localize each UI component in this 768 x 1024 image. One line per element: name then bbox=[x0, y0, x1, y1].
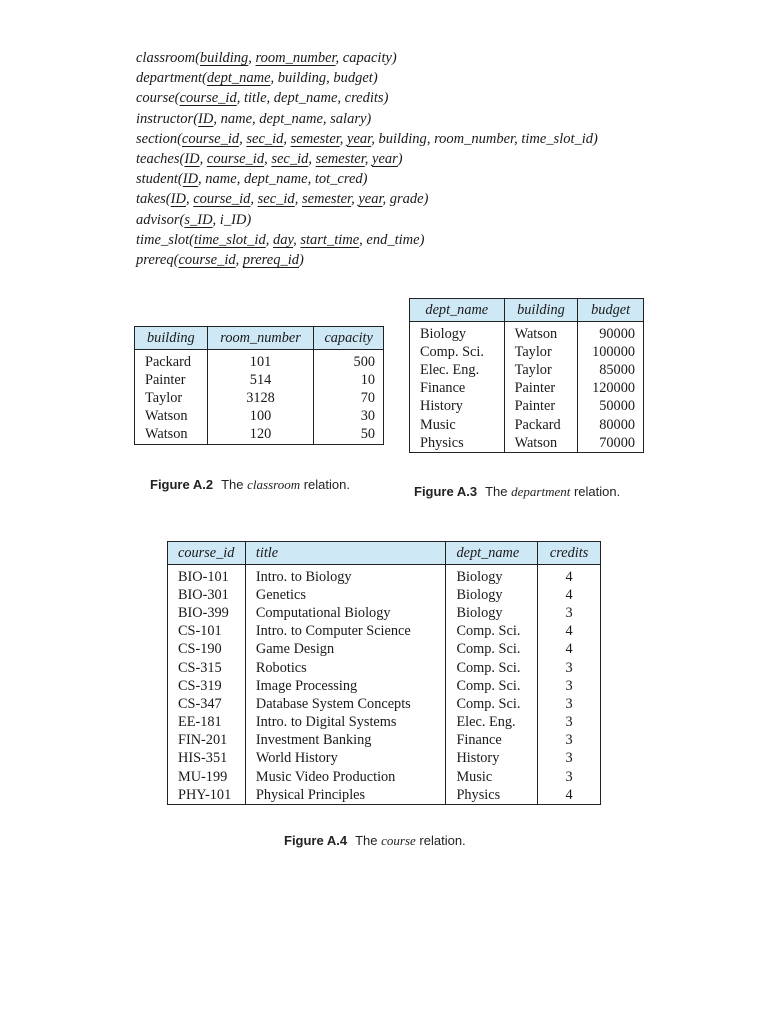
table-cell: Finance bbox=[410, 380, 505, 398]
table-cell: Taylor bbox=[504, 343, 578, 361]
table-row bbox=[168, 750, 601, 768]
classroom-table bbox=[134, 326, 384, 445]
table-cell: Biology bbox=[410, 325, 505, 343]
table-cell: Physics bbox=[410, 434, 505, 453]
table-cell: 4 bbox=[538, 641, 601, 659]
column-header: building bbox=[504, 299, 578, 322]
caption-text: The bbox=[221, 477, 244, 492]
table-cell: 500 bbox=[314, 353, 384, 371]
table-cell: Painter bbox=[504, 380, 578, 398]
table-cell: Biology bbox=[446, 568, 538, 586]
table-cell: Robotics bbox=[245, 659, 446, 677]
table-cell: 100000 bbox=[578, 343, 644, 361]
column-header: capacity bbox=[314, 327, 384, 350]
table-cell: BIO-301 bbox=[168, 586, 246, 604]
table-cell: Watson bbox=[504, 325, 578, 343]
attribute: budget bbox=[333, 70, 373, 87]
column-header: course_id bbox=[168, 542, 246, 565]
relation-name: prereq bbox=[136, 252, 174, 269]
relation-name: time_slot bbox=[136, 231, 190, 248]
attribute: end_time bbox=[366, 231, 420, 248]
table-cell: Biology bbox=[446, 586, 538, 604]
table-cell: Taylor bbox=[504, 361, 578, 379]
primary-key-attribute: dept_name bbox=[206, 70, 271, 87]
column-header: dept_name bbox=[410, 299, 505, 322]
attribute: capacity bbox=[342, 50, 392, 66]
primary-key-attribute: course_id bbox=[181, 130, 240, 147]
table-cell: 3 bbox=[538, 695, 601, 713]
table-header-row bbox=[410, 299, 644, 322]
table-row bbox=[135, 371, 384, 389]
table-cell: Elec. Eng. bbox=[410, 361, 505, 379]
table-cell: 70000 bbox=[578, 434, 644, 453]
table-header-row bbox=[135, 327, 384, 350]
table-cell: Comp. Sci. bbox=[410, 343, 505, 361]
attribute: name bbox=[205, 171, 237, 188]
table-cell: FIN-201 bbox=[168, 732, 246, 750]
caption-figure-label: Figure A.3 bbox=[414, 484, 478, 499]
department-table bbox=[409, 298, 644, 453]
caption-relation-name: department bbox=[511, 484, 571, 499]
column-header: title bbox=[245, 542, 446, 565]
schema-relation-time_slot: time_slot(time_slot_id, day, start_time, end_time) bbox=[136, 231, 425, 248]
table-cell: 3 bbox=[538, 604, 601, 622]
table-cell: 3 bbox=[538, 750, 601, 768]
table-cell: Elec. Eng. bbox=[446, 714, 538, 732]
primary-key-attribute: ID bbox=[184, 151, 200, 168]
course-caption bbox=[284, 833, 466, 849]
caption-text: relation. bbox=[419, 833, 466, 848]
schema-relation-instructor: instructor(ID, name, dept_name, salary) bbox=[136, 110, 372, 127]
schema-relation-student: student(ID, name, dept_name, tot_cred) bbox=[136, 171, 368, 188]
table-cell: 4 bbox=[538, 786, 601, 805]
table-cell: Physics bbox=[446, 786, 538, 805]
table-row bbox=[410, 343, 644, 361]
table-row bbox=[135, 353, 384, 371]
table-cell: MU-199 bbox=[168, 768, 246, 786]
table-cell: 70 bbox=[314, 389, 384, 407]
table-cell: Database System Concepts bbox=[245, 695, 446, 713]
table-row bbox=[410, 361, 644, 379]
table-row bbox=[168, 604, 601, 622]
caption-text: The bbox=[355, 833, 378, 848]
classroom-caption bbox=[150, 477, 350, 493]
table-cell: Packard bbox=[504, 416, 578, 434]
attribute: tot_cred bbox=[314, 171, 363, 188]
table-cell: Game Design bbox=[245, 641, 446, 659]
relation-name: section bbox=[136, 130, 178, 147]
table-row bbox=[168, 786, 601, 805]
primary-key-attribute: day bbox=[272, 231, 294, 248]
attribute: i_ID bbox=[219, 211, 247, 228]
table-cell: PHY-101 bbox=[168, 786, 246, 805]
table-row bbox=[168, 568, 601, 586]
table-cell: 50000 bbox=[578, 398, 644, 416]
primary-key-attribute: semester bbox=[301, 191, 352, 208]
table-cell: Comp. Sci. bbox=[446, 677, 538, 695]
schema-relation-course: course(course_id, title, dept_name, credits) bbox=[136, 90, 389, 107]
relation-name: takes bbox=[136, 191, 166, 208]
schema-relation-prereq: prereq(course_id, prereq_id) bbox=[136, 252, 304, 269]
column-header: budget bbox=[578, 299, 644, 322]
relation-name: student bbox=[136, 171, 178, 188]
primary-key-attribute: time_slot_id bbox=[194, 231, 266, 248]
table-cell: Investment Banking bbox=[245, 732, 446, 750]
table-row bbox=[168, 659, 601, 677]
table-cell: 4 bbox=[538, 623, 601, 641]
primary-key-attribute: year bbox=[358, 191, 383, 208]
table-cell: Comp. Sci. bbox=[446, 695, 538, 713]
table-cell: 3 bbox=[538, 768, 601, 786]
attribute: credits bbox=[344, 90, 384, 107]
primary-key-attribute: building bbox=[199, 50, 249, 66]
schema-relation-takes: takes(ID, course_id, sec_id, semester, year, grade) bbox=[136, 191, 429, 208]
table-cell: Genetics bbox=[245, 586, 446, 604]
column-header: dept_name bbox=[446, 542, 538, 565]
table-cell: Painter bbox=[135, 371, 208, 389]
table-cell: EE-181 bbox=[168, 714, 246, 732]
table-cell: History bbox=[410, 398, 505, 416]
course-table bbox=[167, 541, 601, 805]
primary-key-attribute: prereq_id bbox=[242, 252, 299, 269]
attribute: dept_name bbox=[273, 90, 338, 107]
table-cell: Painter bbox=[504, 398, 578, 416]
table-cell: World History bbox=[245, 750, 446, 768]
table-cell: 80000 bbox=[578, 416, 644, 434]
table-cell: 3 bbox=[538, 659, 601, 677]
relation-name: classroom bbox=[136, 50, 196, 66]
primary-key-attribute: course_id bbox=[179, 90, 237, 107]
primary-key-attribute: ID bbox=[182, 171, 199, 188]
attribute: salary bbox=[330, 110, 367, 127]
table-cell: Music bbox=[446, 768, 538, 786]
table-cell: Music bbox=[410, 416, 505, 434]
table-cell: Watson bbox=[135, 408, 208, 426]
table-cell: Watson bbox=[504, 434, 578, 453]
attribute: name bbox=[220, 110, 253, 127]
table-cell: Intro. to Digital Systems bbox=[245, 714, 446, 732]
table-cell: 4 bbox=[538, 586, 601, 604]
caption-figure-label: Figure A.2 bbox=[150, 477, 214, 492]
table-cell: 90000 bbox=[578, 325, 644, 343]
table-header-row bbox=[168, 542, 601, 565]
attribute: dept_name bbox=[259, 110, 323, 127]
primary-key-attribute: course_id bbox=[206, 151, 265, 168]
table-cell: 4 bbox=[538, 568, 601, 586]
table-cell: Biology bbox=[446, 604, 538, 622]
primary-key-attribute: year bbox=[372, 151, 398, 168]
attribute: time_slot_id bbox=[521, 130, 594, 147]
schema-relation-department: department(dept_name, building, budget) bbox=[136, 70, 378, 87]
table-cell: 120 bbox=[207, 426, 314, 445]
table-cell: Comp. Sci. bbox=[446, 623, 538, 641]
table-cell: History bbox=[446, 750, 538, 768]
table-row bbox=[410, 416, 644, 434]
caption-text: relation. bbox=[303, 477, 350, 492]
table-row bbox=[168, 677, 601, 695]
table-cell: CS-319 bbox=[168, 677, 246, 695]
column-header: room_number bbox=[207, 327, 314, 350]
table-cell: 101 bbox=[207, 353, 314, 371]
table-cell: BIO-101 bbox=[168, 568, 246, 586]
column-header: credits bbox=[538, 542, 601, 565]
table-cell: Taylor bbox=[135, 389, 208, 407]
table-row bbox=[135, 408, 384, 426]
primary-key-attribute: ID bbox=[198, 110, 214, 127]
schema-relation-advisor: advisor(s_ID, i_ID) bbox=[136, 211, 252, 228]
attribute: room_number bbox=[434, 130, 515, 147]
table-cell: Physical Principles bbox=[245, 786, 446, 805]
table-cell: 100 bbox=[207, 408, 314, 426]
table-cell: Music Video Production bbox=[245, 768, 446, 786]
table-cell: 10 bbox=[314, 371, 384, 389]
caption-text: The bbox=[485, 484, 508, 499]
table-cell: CS-190 bbox=[168, 641, 246, 659]
table-cell: Finance bbox=[446, 732, 538, 750]
table-cell: 120000 bbox=[578, 380, 644, 398]
attribute: title bbox=[243, 90, 267, 107]
relation-name: advisor bbox=[136, 211, 180, 228]
attribute: grade bbox=[389, 191, 424, 208]
table-row bbox=[168, 586, 601, 604]
relation-name: instructor bbox=[136, 110, 194, 127]
column-header: building bbox=[135, 327, 208, 350]
primary-key-attribute: ID bbox=[170, 191, 186, 208]
table-cell: Intro. to Biology bbox=[245, 568, 446, 586]
relation-name: department bbox=[136, 70, 203, 87]
table-cell: 3 bbox=[538, 714, 601, 732]
table-cell: Comp. Sci. bbox=[446, 641, 538, 659]
caption-relation-name: course bbox=[381, 833, 416, 848]
table-cell: 514 bbox=[207, 371, 314, 389]
table-cell: 3 bbox=[538, 677, 601, 695]
table-cell: 30 bbox=[314, 408, 384, 426]
table-row bbox=[168, 732, 601, 750]
primary-key-attribute: sec_id bbox=[271, 151, 309, 168]
primary-key-attribute: semester bbox=[290, 130, 340, 147]
table-row bbox=[135, 426, 384, 445]
primary-key-attribute: course_id bbox=[178, 252, 236, 269]
table-cell: 3128 bbox=[207, 389, 314, 407]
table-row bbox=[168, 768, 601, 786]
relation-name: course bbox=[136, 90, 175, 107]
table-cell: Packard bbox=[135, 353, 208, 371]
table-cell: CS-347 bbox=[168, 695, 246, 713]
table-row bbox=[410, 325, 644, 343]
department-caption bbox=[414, 484, 620, 500]
table-cell: 3 bbox=[538, 732, 601, 750]
table-cell: Watson bbox=[135, 426, 208, 445]
table-row bbox=[410, 434, 644, 453]
table-cell: CS-101 bbox=[168, 623, 246, 641]
attribute: building bbox=[378, 130, 427, 147]
table-cell: Comp. Sci. bbox=[446, 659, 538, 677]
primary-key-attribute: room_number bbox=[255, 50, 336, 66]
attribute: building bbox=[277, 70, 327, 87]
table-row bbox=[168, 714, 601, 732]
table-cell: Computational Biology bbox=[245, 604, 446, 622]
primary-key-attribute: course_id bbox=[193, 191, 251, 208]
table-cell: Intro. to Computer Science bbox=[245, 623, 446, 641]
table-cell: CS-315 bbox=[168, 659, 246, 677]
table-row bbox=[135, 389, 384, 407]
table-row bbox=[168, 623, 601, 641]
table-cell: 85000 bbox=[578, 361, 644, 379]
table-cell: 50 bbox=[314, 426, 384, 445]
schema-relation-section: section(course_id, sec_id, semester, year, building, room_number, time_slot_id) bbox=[136, 130, 598, 147]
primary-key-attribute: year bbox=[347, 130, 372, 147]
attribute: dept_name bbox=[243, 171, 308, 188]
table-cell: BIO-399 bbox=[168, 604, 246, 622]
caption-relation-name: classroom bbox=[247, 477, 301, 492]
schema-list bbox=[136, 48, 736, 270]
caption-figure-label: Figure A.4 bbox=[284, 833, 348, 848]
table-cell: HIS-351 bbox=[168, 750, 246, 768]
primary-key-attribute: s_ID bbox=[184, 211, 213, 228]
primary-key-attribute: sec_id bbox=[257, 191, 295, 208]
table-cell: Image Processing bbox=[245, 677, 446, 695]
caption-text: relation. bbox=[573, 484, 621, 499]
table-row bbox=[410, 398, 644, 416]
primary-key-attribute: start_time bbox=[300, 231, 360, 248]
relation-name: teaches bbox=[136, 151, 180, 168]
primary-key-attribute: semester bbox=[315, 151, 365, 168]
table-row bbox=[168, 641, 601, 659]
schema-relation-teaches: teaches(ID, course_id, sec_id, semester, year) bbox=[136, 151, 403, 168]
schema-relation-classroom: classroom(building, room_number, capacity) bbox=[136, 50, 397, 66]
table-row bbox=[410, 380, 644, 398]
primary-key-attribute: sec_id bbox=[246, 130, 284, 147]
table-row bbox=[168, 695, 601, 713]
